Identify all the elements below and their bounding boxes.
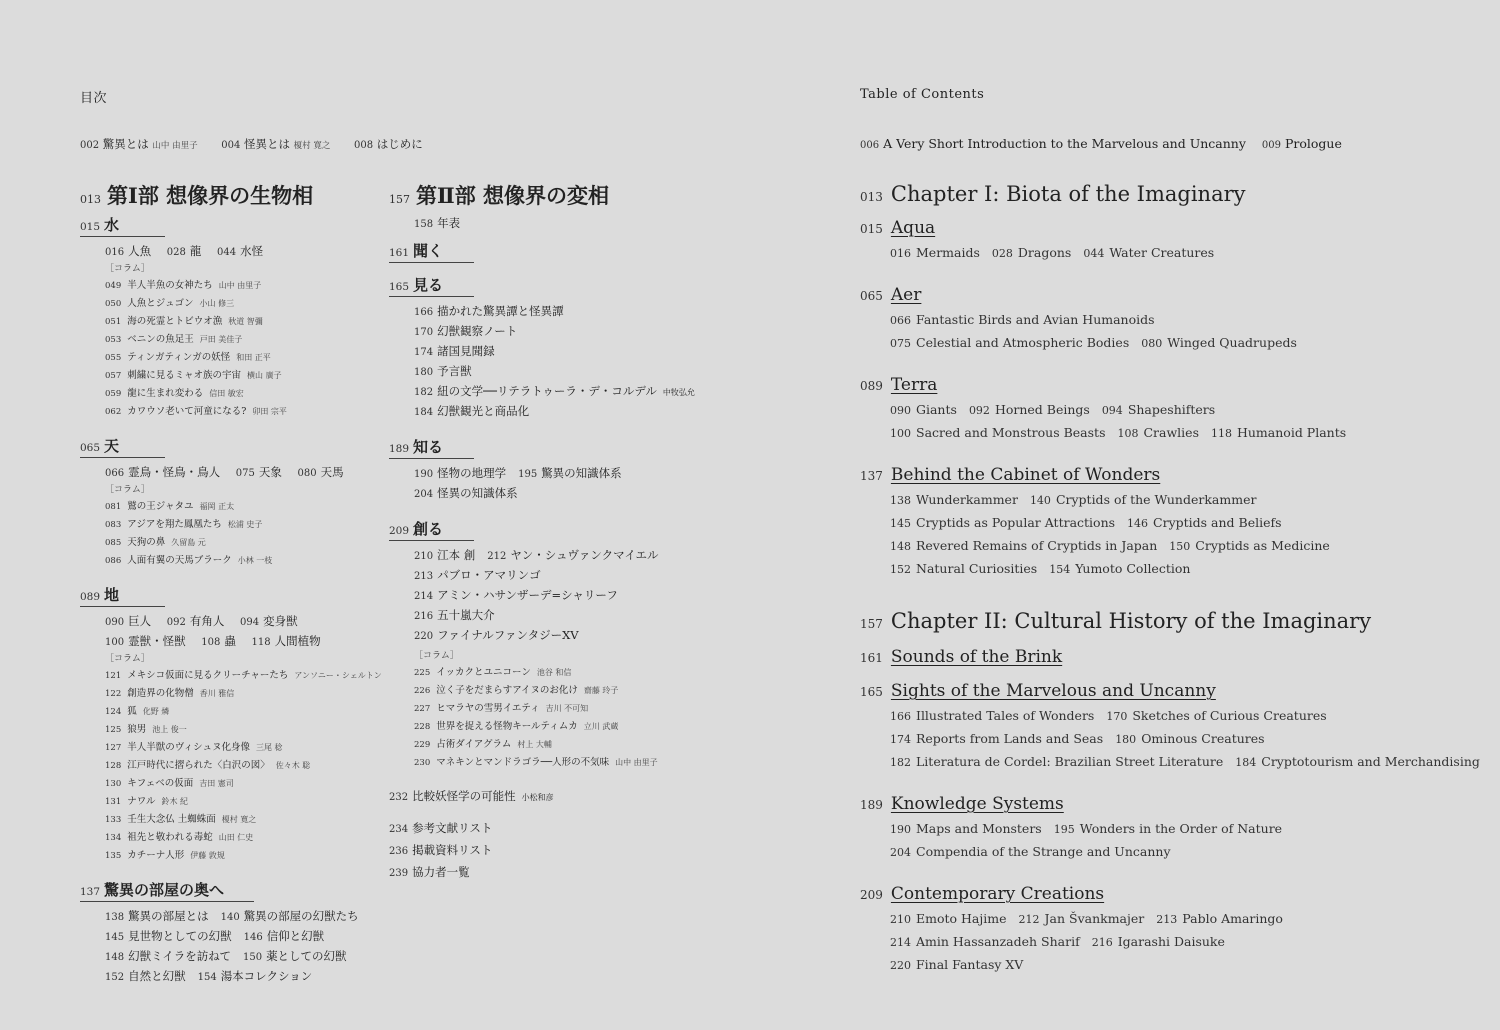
toc-entry[interactable]: 182 紐の文学──リテラトゥーラ・デ・コルデル 中牧弘允 xyxy=(414,384,695,398)
intro-item[interactable]: 008 はじめに xyxy=(354,137,423,151)
column-entry[interactable]: 128 江戸時代に摺られた〈白沢の図〉 佐々木 聡 xyxy=(105,760,311,771)
section-heading[interactable]: 161 聞く xyxy=(389,240,474,263)
toc-entry-row[interactable]: 090 Giants 092 Horned Beings 094 Shapeshifters xyxy=(890,402,1216,417)
intro-item[interactable]: 006 A Very Short Introduction to the Marvelous and Uncanny xyxy=(860,136,1246,151)
part-heading[interactable]: 157 Chapter II: Cultural History of the Imaginary xyxy=(860,609,1372,633)
column-entry[interactable]: 057 刺繍に見るミャオ族の宇宙 横山 廣子 xyxy=(105,370,282,381)
section-heading[interactable]: 209 Contemporary Creations xyxy=(860,884,1105,904)
toc-entry[interactable]: 213 パブロ・アマリンゴ xyxy=(414,568,541,582)
column-entry[interactable]: 086 人面有翼の天馬ブラーク 小林 一枝 xyxy=(105,555,273,566)
toc-entry-row[interactable]: 145 Cryptids as Popular Attractions 146 Cryptids and Beliefs xyxy=(890,515,1282,530)
section-heading[interactable]: 165 Sights of the Marvelous and Uncanny xyxy=(860,681,1216,701)
section-sky xyxy=(80,435,380,570)
section-block xyxy=(860,884,1460,977)
toc-entry-row[interactable]: 190 Maps and Monsters 195 Wonders in the Order of Nature xyxy=(890,821,1283,836)
column-entry[interactable]: 062 カワウソ老いて河童になる? 卯田 宗平 xyxy=(105,406,287,417)
toc-entry[interactable]: 214 アミン・ハサンザーデ=シャリーフ xyxy=(414,588,618,602)
toc-entry-row[interactable]: 190 怪物の地理学 195 驚異の知識体系 xyxy=(414,466,622,480)
section-see xyxy=(389,274,695,422)
toc-entry-row[interactable]: 075 Celestial and Atmospheric Bodies 080 Winged Quadrupeds xyxy=(890,335,1297,350)
section-know xyxy=(389,436,689,504)
section-block xyxy=(860,218,1460,265)
column-entry[interactable]: 049 半人半魚の女神たち 山中 由里子 xyxy=(105,280,262,291)
toc-entry-row[interactable]: 182 Literatura de Cordel: Brazilian Street Literature 184 Cryptotourism and Merchandising xyxy=(890,754,1480,769)
column-entry[interactable]: 122 創造界の化物僧 香川 雅信 xyxy=(105,688,235,699)
section-hear xyxy=(389,240,689,268)
column-entry[interactable]: 059 龍に生まれ変わる 信田 敏宏 xyxy=(105,388,244,399)
part-heading[interactable]: 157 第Ⅱ部 想像界の変相 xyxy=(389,183,610,208)
section-heading[interactable]: 065 Aer xyxy=(860,285,922,305)
toc-entry-row[interactable]: 138 Wunderkammer 140 Cryptids of the Wunderkammer xyxy=(890,492,1257,507)
column-label: ［コラム］ xyxy=(105,264,150,274)
toc-entry-row[interactable]: 016 人魚 028 龍 044 水怪 xyxy=(105,244,264,258)
toc-entry-row[interactable]: 152 自然と幻獣 154 湯本コレクション xyxy=(105,969,313,983)
toc-entry-row[interactable]: 090 巨人 092 有角人 094 変身獣 xyxy=(105,614,298,628)
section-heading[interactable]: 137 驚異の部屋の奥へ xyxy=(80,879,254,902)
section-earth xyxy=(80,584,380,865)
section-block xyxy=(860,375,1460,445)
column-label: ［コラム］ xyxy=(105,654,150,664)
column-entry[interactable]: 050 人魚とジュゴン 小山 修三 xyxy=(105,298,235,309)
section-block xyxy=(860,647,1460,667)
section-heading[interactable]: 161 Sounds of the Brink xyxy=(860,647,1063,667)
toc-entry[interactable]: 158 年表 xyxy=(414,216,461,230)
part-heading[interactable]: 013 Chapter I: Biota of the Imaginary xyxy=(860,182,1246,206)
toc-entry-row[interactable]: 016 Mermaids 028 Dragons 044 Water Creatures xyxy=(890,245,1215,260)
toc-entry[interactable]: 166 描かれた驚異譚と怪異譚 xyxy=(414,304,564,318)
section-heading[interactable]: 015 Aqua xyxy=(860,218,936,238)
column-entry[interactable]: 121 メキシコ仮面に見るクリーチャーたち アンソニー・シェルトン xyxy=(105,670,382,681)
column-entry[interactable]: 127 半人半獣のヴィシュヌ化身像 三尾 稔 xyxy=(105,742,283,753)
toc-entry-row[interactable]: 174 Reports from Lands and Seas 180 Ominous Creatures xyxy=(890,731,1265,746)
intro-list-jp xyxy=(80,136,423,152)
toc-entry-row[interactable]: 100 Sacred and Monstrous Beasts 108 Crawlies 118 Humanoid Plants xyxy=(890,425,1347,440)
column-entry[interactable]: 083 アジアを翔た鳳凰たち 松浦 史子 xyxy=(105,519,263,530)
toc-entry[interactable]: 239 協力者一覧 xyxy=(389,865,470,879)
toc-entry[interactable]: 174 諸国見聞録 xyxy=(414,344,495,358)
toc-entry-row[interactable]: 220 Final Fantasy XV xyxy=(890,957,1024,972)
column-entry[interactable]: 230 マネキンとマンドラゴラ──人形の不気味 山中 由里子 xyxy=(414,757,658,768)
toc-entry-row[interactable]: 100 霊獣・怪獣 108 蟲 118 人間植物 xyxy=(105,634,321,648)
section-heading[interactable]: 015 水 xyxy=(80,214,165,237)
toc-entry-row[interactable]: 066 霊鳥・怪鳥・鳥人 075 天象 080 天馬 xyxy=(105,465,344,479)
toc-entry-row[interactable]: 148 Revered Remains of Cryptids in Japan 150 Cryptids as Medicine xyxy=(890,538,1330,553)
section-block xyxy=(860,681,1480,774)
column-entry[interactable]: 135 カチーナ人形 伊藤 敦規 xyxy=(105,850,225,861)
intro-item[interactable]: 002 驚異とは 山中 由里子 xyxy=(80,137,198,151)
column-entry[interactable]: 227 ヒマラヤの雪男イエティ 吉川 不可知 xyxy=(414,703,589,714)
toc-entry[interactable]: 234 参考文献リスト xyxy=(389,821,493,835)
toc-column-jp-1 xyxy=(80,180,380,1001)
column-entry[interactable]: 131 ナワル 鈴木 紀 xyxy=(105,796,188,807)
section-heading[interactable]: 189 知る xyxy=(389,436,474,459)
column-entry[interactable]: 134 祖先と敬われる毒蛇 山田 仁史 xyxy=(105,832,254,843)
section-water xyxy=(80,214,380,421)
column-entry[interactable]: 124 狐 化野 燐 xyxy=(105,706,170,717)
column-entry[interactable]: 051 海の死霊とトビウオ漁 秋道 智彌 xyxy=(105,316,263,327)
page-title-jp: 目次 xyxy=(80,91,108,106)
toc-entry-row[interactable]: 210 Emoto Hajime 212 Jan Švankmajer 213 Pablo Amaringo xyxy=(890,911,1283,926)
column-entry[interactable]: 133 壬生大念仏 土蜘蛛面 榎村 寛之 xyxy=(105,814,257,825)
page-title-en: Table of Contents xyxy=(860,87,985,102)
toc-entry[interactable]: 180 予言獣 xyxy=(414,364,472,378)
toc-entry[interactable]: 232 比較妖怪学の可能性 小松和彦 xyxy=(389,789,554,803)
toc-entry[interactable]: 236 掲載資料リスト xyxy=(389,843,493,857)
section-block xyxy=(860,465,1460,581)
toc-entry[interactable]: 184 幻獣観光と商品化 xyxy=(414,404,530,418)
column-entry[interactable]: 125 狼男 池上 俊一 xyxy=(105,724,187,735)
section-create xyxy=(389,518,689,772)
part-heading[interactable]: 013 第Ⅰ部 想像界の生物相 xyxy=(80,183,314,208)
section-heading[interactable]: 209 創る xyxy=(389,518,474,541)
column-label: ［コラム］ xyxy=(105,485,150,495)
column-entry[interactable]: 085 天狗の鼻 久留島 元 xyxy=(105,537,206,548)
section-heading[interactable]: 065 天 xyxy=(80,435,165,458)
column-entry[interactable]: 229 占術ダイアグラム 村上 大輔 xyxy=(414,739,552,750)
toc-column-en xyxy=(860,182,1480,997)
section-heading[interactable]: 189 Knowledge Systems xyxy=(860,794,1064,814)
column-entry[interactable]: 055 ティンガティンガの妖怪 和田 正平 xyxy=(105,352,271,363)
section-block xyxy=(860,794,1460,864)
toc-entry-row[interactable]: 166 Illustrated Tales of Wonders 170 Sketches of Curious Creatures xyxy=(890,708,1327,723)
section-block xyxy=(860,285,1460,355)
toc-entry-row[interactable]: 210 江本 創 212 ヤン・シュヴァンクマイエル xyxy=(414,548,659,562)
column-entry[interactable]: 228 世界を捉える怪物キールティムカ 立川 武蔵 xyxy=(414,721,619,732)
toc-entry-row[interactable]: 138 驚異の部屋とは 140 驚異の部屋の幻獣たち xyxy=(105,909,359,923)
column-entry[interactable]: 226 泣く子をだまらすアイヌのお化け 齋藤 玲子 xyxy=(414,685,619,696)
column-label: ［コラム］ xyxy=(414,651,459,661)
toc-entry[interactable]: 204 怪異の知識体系 xyxy=(414,486,518,500)
toc-entry-row[interactable]: 214 Amin Hassanzadeh Sharif 216 Igarashi Daisuke xyxy=(890,934,1225,949)
toc-entry[interactable]: 220 ファイナルファンタジーXV xyxy=(414,628,579,642)
intro-item[interactable]: 009 Prologue xyxy=(1261,136,1342,151)
section-heading[interactable]: 137 Behind the Cabinet of Wonders xyxy=(860,465,1161,485)
column-entry[interactable]: 053 ベニンの魚足王 戸田 美佳子 xyxy=(105,334,243,345)
toc-entry-row[interactable]: 066 Fantastic Birds and Avian Humanoids xyxy=(890,312,1155,327)
section-cabinet xyxy=(80,879,380,987)
toc-entry-row[interactable]: 148 幻獣ミイラを訪ねて 150 薬としての幻獣 xyxy=(105,949,347,963)
section-heading[interactable]: 165 見る xyxy=(389,274,474,297)
toc-entry[interactable]: 170 幻獣観察ノート xyxy=(414,324,518,338)
section-heading[interactable]: 089 Terra xyxy=(860,375,938,395)
toc-entry-row[interactable]: 145 見世物としての幻獣 146 信仰と幻獣 xyxy=(105,929,325,943)
toc-entry[interactable]: 216 五十嵐大介 xyxy=(414,608,495,622)
column-entry[interactable]: 081 鷲の王ジャタユ 福岡 正太 xyxy=(105,501,235,512)
column-entry[interactable]: 130 キフェベの仮面 吉田 憲司 xyxy=(105,778,234,789)
intro-item[interactable]: 004 怪異とは 榎村 寛之 xyxy=(221,137,331,151)
toc-entry-row[interactable]: 204 Compendia of the Strange and Uncanny xyxy=(890,844,1171,859)
column-entry[interactable]: 225 イッカクとユニコーン 池谷 和信 xyxy=(414,667,572,678)
intro-list-en xyxy=(860,136,1342,151)
toc-entry-row[interactable]: 152 Natural Curiosities 154 Yumoto Collection xyxy=(890,561,1191,576)
toc-column-jp-2 xyxy=(389,180,695,884)
section-heading[interactable]: 089 地 xyxy=(80,584,165,607)
